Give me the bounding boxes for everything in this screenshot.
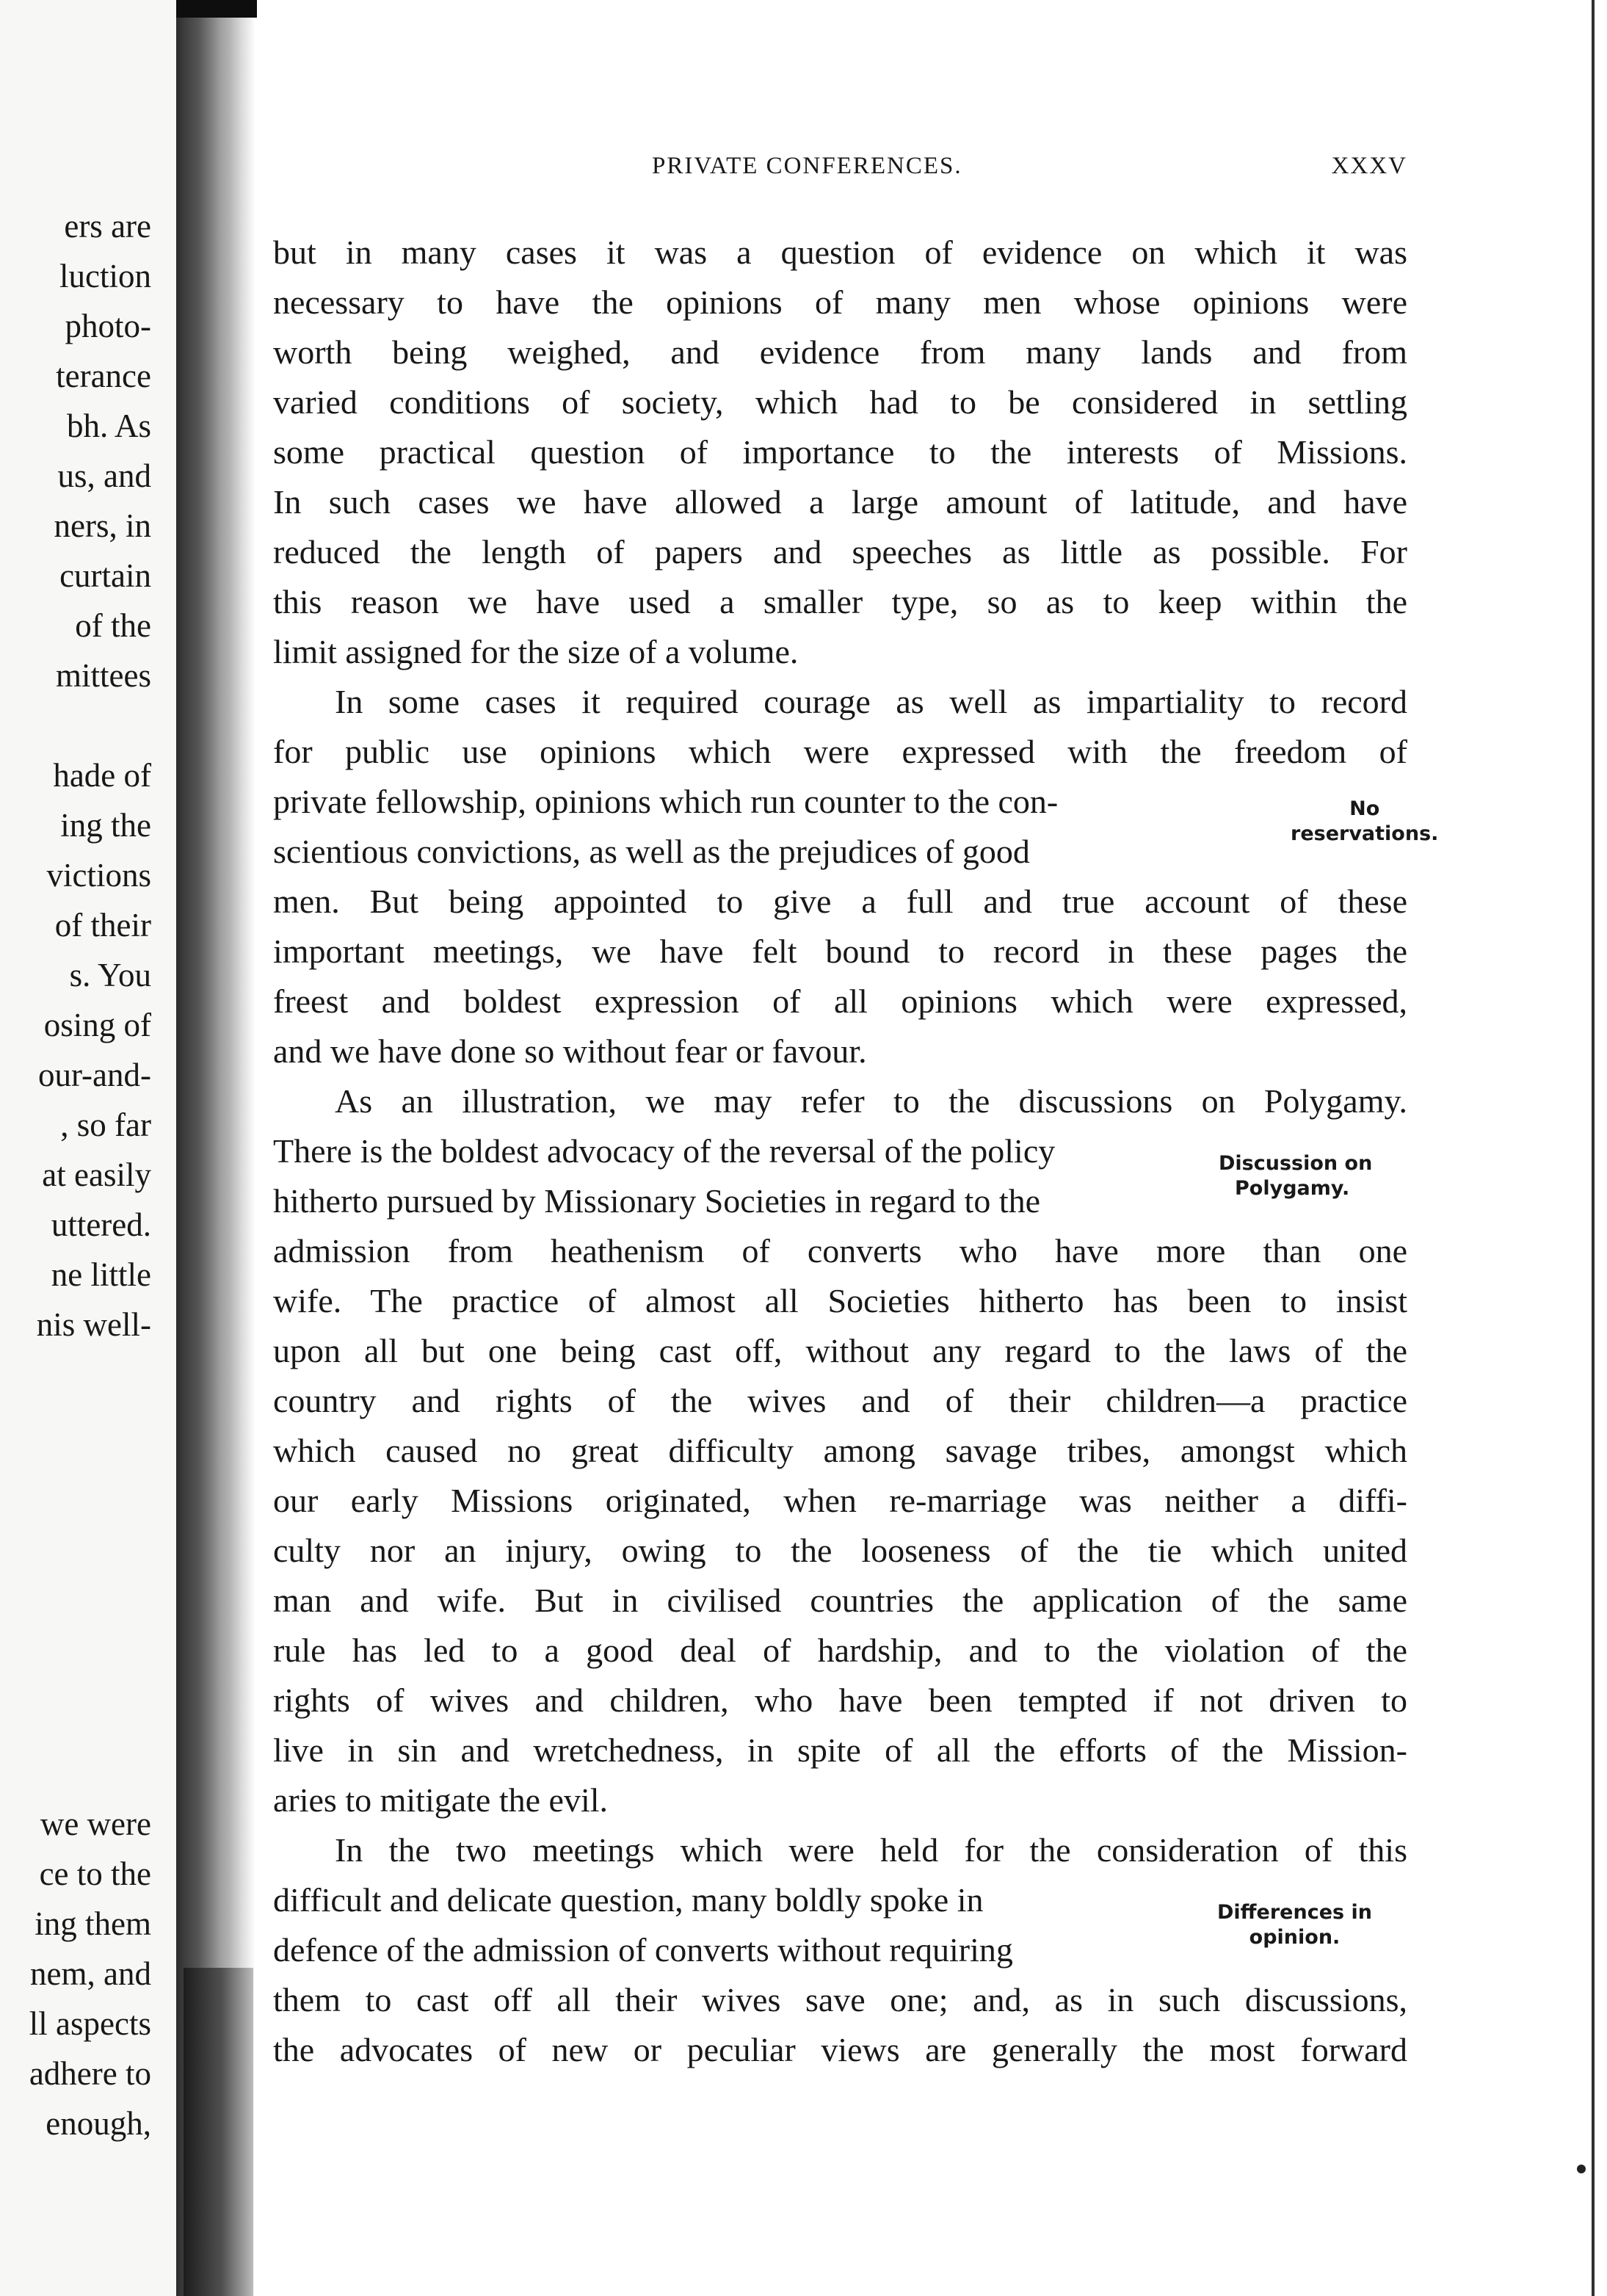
facing-page-fragment (0, 0, 176, 2296)
paragraph-4 (273, 1825, 1407, 2075)
text-line: wife. The practice of almost all Societies hitherto has been to insist (273, 1282, 1407, 1319)
text-line: which caused no great difficulty among savage tribes, amongst which (273, 1432, 1407, 1469)
facing-page-line: curtain (59, 557, 151, 594)
facing-page-line: hade of (53, 757, 151, 794)
facing-page-line: nis well- (36, 1306, 151, 1343)
text-line: In such cases we have allowed a large amount of latitude, and have (273, 483, 1407, 521)
paragraph-1 (273, 228, 1407, 677)
facing-page-line: our-and- (37, 1057, 151, 1093)
text-line: live in sin and wretchedness, in spite of all the efforts of the Mission- (273, 1731, 1407, 1769)
text-line: defence of the admission of converts without requiring (273, 1931, 1013, 1969)
running-head-title: PRIVATE CONFERENCES. (652, 153, 962, 179)
facing-page-line: of the (75, 607, 151, 644)
text-line: them to cast off all their wives save one; and, as in such discussions, (273, 1981, 1407, 2018)
facing-page-line: ers are (64, 208, 151, 245)
paragraph-2 (273, 677, 1407, 1076)
book-gutter-shadow (176, 0, 255, 2296)
text-line: this reason we have used a smaller type, so as to keep within the (273, 583, 1407, 620)
text-line: limit assigned for the size of a volume. (273, 633, 799, 670)
text-line: culty nor an injury, owing to the looseness of the tie which united (273, 1532, 1407, 1569)
facing-page-line: of their (54, 907, 151, 944)
facing-page-line: photo- (65, 308, 151, 344)
facing-page-line: ne little (51, 1256, 151, 1293)
facing-page-line: we were (40, 1806, 151, 1842)
text-line: As an illustration, we may refer to the discussions on Polygamy. (335, 1082, 1407, 1120)
page-edge (1592, 0, 1595, 2296)
text-line: and we have done so without fear or favour. (273, 1032, 867, 1070)
side-note-discussion-on-polygamy (1219, 1151, 1372, 1201)
side-note-differences-in-opinion (1217, 1900, 1372, 1950)
text-line: admission from heathenism of converts who have more than one (273, 1232, 1407, 1270)
text-line: reduced the length of papers and speeches as little as possible. For (273, 533, 1407, 571)
facing-page-line: ners, in (54, 507, 151, 544)
text-line: private fellowship, opinions which run counter to the con- (273, 783, 1059, 820)
text-line: In some cases it required courage as well as impartiality to record (335, 683, 1407, 720)
text-line: upon all but one being cast off, without any regard to the laws of the (273, 1332, 1407, 1369)
side-note-line: Discussion on (1219, 1152, 1373, 1175)
side-note-line: opinion. (1249, 1926, 1341, 1949)
facing-page-line: ing them (35, 1905, 151, 1942)
facing-page-line: , so far (60, 1107, 151, 1143)
facing-page-line: us, and (57, 457, 151, 494)
text-line: difficult and delicate question, many boldly spoke in (273, 1881, 984, 1919)
facing-page-line: mittees (56, 657, 151, 694)
dust-speck (1577, 2165, 1586, 2173)
facing-page-line: ing the (60, 807, 151, 844)
facing-page-line: at easily (42, 1156, 151, 1193)
text-line: our early Missions originated, when re-marriage was neither a diffi- (273, 1482, 1407, 1519)
text-line: man and wife. But in civilised countries the application of the same (273, 1582, 1407, 1619)
text-line: country and rights of the wives and of their children—a practice (273, 1382, 1407, 1419)
facing-page-line: enough, (46, 2105, 151, 2142)
text-line: some practical question of importance to the interests of Missions. (273, 433, 1407, 471)
text-line: men. But being appointed to give a full and true account of these (273, 883, 1407, 920)
side-note-line: Polygamy. (1235, 1177, 1350, 1200)
side-note-line: reservations. (1291, 822, 1439, 845)
text-line: the advocates of new or peculiar views are generally the most forward (273, 2031, 1407, 2068)
text-line: rights of wives and children, who have been tempted if not driven to (273, 1681, 1407, 1719)
facing-page-line: ll aspects (29, 2005, 151, 2042)
facing-page-line: victions (46, 857, 151, 894)
gutter-top-edge (176, 0, 257, 18)
side-note-line: No (1349, 797, 1380, 820)
text-line: aries to mitigate the evil. (273, 1781, 609, 1819)
text-line: In the two meetings which were held for the consideration of this (335, 1831, 1407, 1869)
text-line: important meetings, we have felt bound to record in these pages the (273, 932, 1407, 970)
text-line: rule has led to a good deal of hardship, and to the violation of the (273, 1632, 1407, 1669)
facing-page-line: ce to the (39, 1855, 151, 1892)
facing-page-line: osing of (43, 1007, 151, 1043)
running-head (273, 153, 1407, 189)
text-line: scientious convictions, as well as the prejudices of good (273, 833, 1030, 870)
gutter-bottom-edge (184, 1968, 253, 2296)
facing-page-line: bh. As (66, 408, 151, 444)
facing-page-line: nem, and (30, 1955, 151, 1992)
facing-page-line: adhere to (29, 2055, 151, 2092)
text-line: There is the boldest advocacy of the reversal of the policy (273, 1132, 1056, 1170)
text-line: but in many cases it was a question of evidence on which it was (273, 233, 1407, 271)
side-note-no-reservations (1291, 797, 1438, 847)
text-line: worth being weighed, and evidence from many lands and from (273, 333, 1407, 371)
text-line: hitherto pursued by Missionary Societies in regard to the (273, 1182, 1041, 1220)
text-line: necessary to have the opinions of many men whose opinions were (273, 283, 1407, 321)
side-note-line: Differences in (1217, 1901, 1372, 1924)
text-line: for public use opinions which were expressed with the freedom of (273, 733, 1407, 770)
facing-page-line: uttered. (51, 1206, 151, 1243)
text-line: freest and boldest expression of all opinions which were expressed, (273, 982, 1407, 1020)
facing-page-line: terance (56, 358, 151, 394)
page-number: XXXV (1331, 153, 1407, 179)
facing-page-line: luction (59, 258, 151, 294)
facing-page-line: s. You (69, 957, 151, 993)
text-line: varied conditions of society, which had to be considered in settling (273, 383, 1407, 421)
